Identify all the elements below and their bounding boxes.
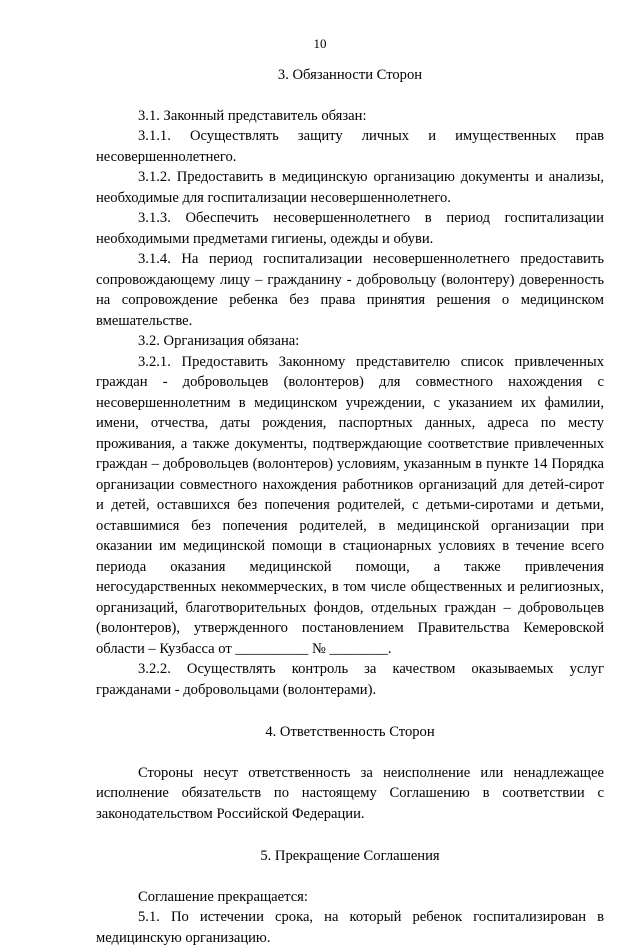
paragraph-3-1-1: 3.1.1. Осуществлять защиту личных и имущественных прав несовершеннолетнего. — [96, 128, 604, 165]
page-number: 10 — [313, 36, 327, 51]
paragraph-3-1: 3.1. Законный представитель обязан: — [138, 107, 367, 124]
paragraph-3-2: 3.2. Организация обязана: — [138, 333, 300, 349]
section-4-heading: 4. Ответственность Сторон — [265, 724, 435, 740]
section-3-heading: 3. Обязанности Сторон — [277, 67, 423, 83]
paragraph-5-intro: Соглашение прекращается: — [138, 888, 308, 905]
section-5-heading: 5. Прекращение Соглашения — [260, 848, 440, 864]
paragraph-3-2-1: 3.2.1. Предоставить Законному представителю список привлеченных граждан - добровольцев (волонтеров) для совместного нахождения с несовершеннолетним в медицинском учреждении, с указанием их фамилии, имени, отчества, даты рождения, паспортных данных, адреса по месту проживания, а также документы, подтверждающие соответствие привлеченных граждан – добровольцев (волонтеров) условиям, указанным в пункте 14 Порядка организации совместного нахождения работников организаций для детей-сирот и детей, оставшихся без попечения родителей, с детьми-сиротами и детьми, оставшимися без попечения родителей, в медицинской организации при оказании им медицинской помощи в стационарных условиях в течение всего периода оказания медицинской помощи, а также привлечения негосударственных некоммерческих, в том числе общественных и религиозных, организаций, благотворительных фондов, отдельных граждан – добровольцев (волонтеров), утвержденного постановлением Правительства Кемеровской области – Кузбасса от __________ № ________. — [96, 353, 604, 657]
document-body — [96, 65, 604, 948]
paragraph-4: Стороны несут ответственность за неисполнение или ненадлежащее исполнение обязательств по настоящему Соглашению в соответствии с законодательством Российской Федерации. — [96, 764, 604, 822]
paragraph-3-2-2: 3.2.2. Осуществлять контроль за качеством оказываемых услуг гражданами - добровольцами (волонтерами). — [96, 661, 604, 698]
paragraph-3-1-2: 3.1.2. Предоставить в медицинскую организацию документы и анализы, необходимые для госпитализации несовершеннолетнего. — [96, 169, 604, 206]
paragraph-5-1: 5.1. По истечении срока, на который ребенок госпитализирован в медицинскую организацию. — [96, 909, 604, 946]
paragraph-3-1-4: 3.1.4. На период госпитализации несовершеннолетнего предоставить сопровождающему лицу – гражданину - добровольцу (волонтеру) доверенность на сопровождение ребенка без права принятия решения о медицинском вмешательстве. — [96, 251, 604, 329]
paragraph-3-1-3: 3.1.3. Обеспечить несовершеннолетнего в период госпитализации необходимыми предметами гигиены, одежды и обуви. — [96, 210, 604, 247]
